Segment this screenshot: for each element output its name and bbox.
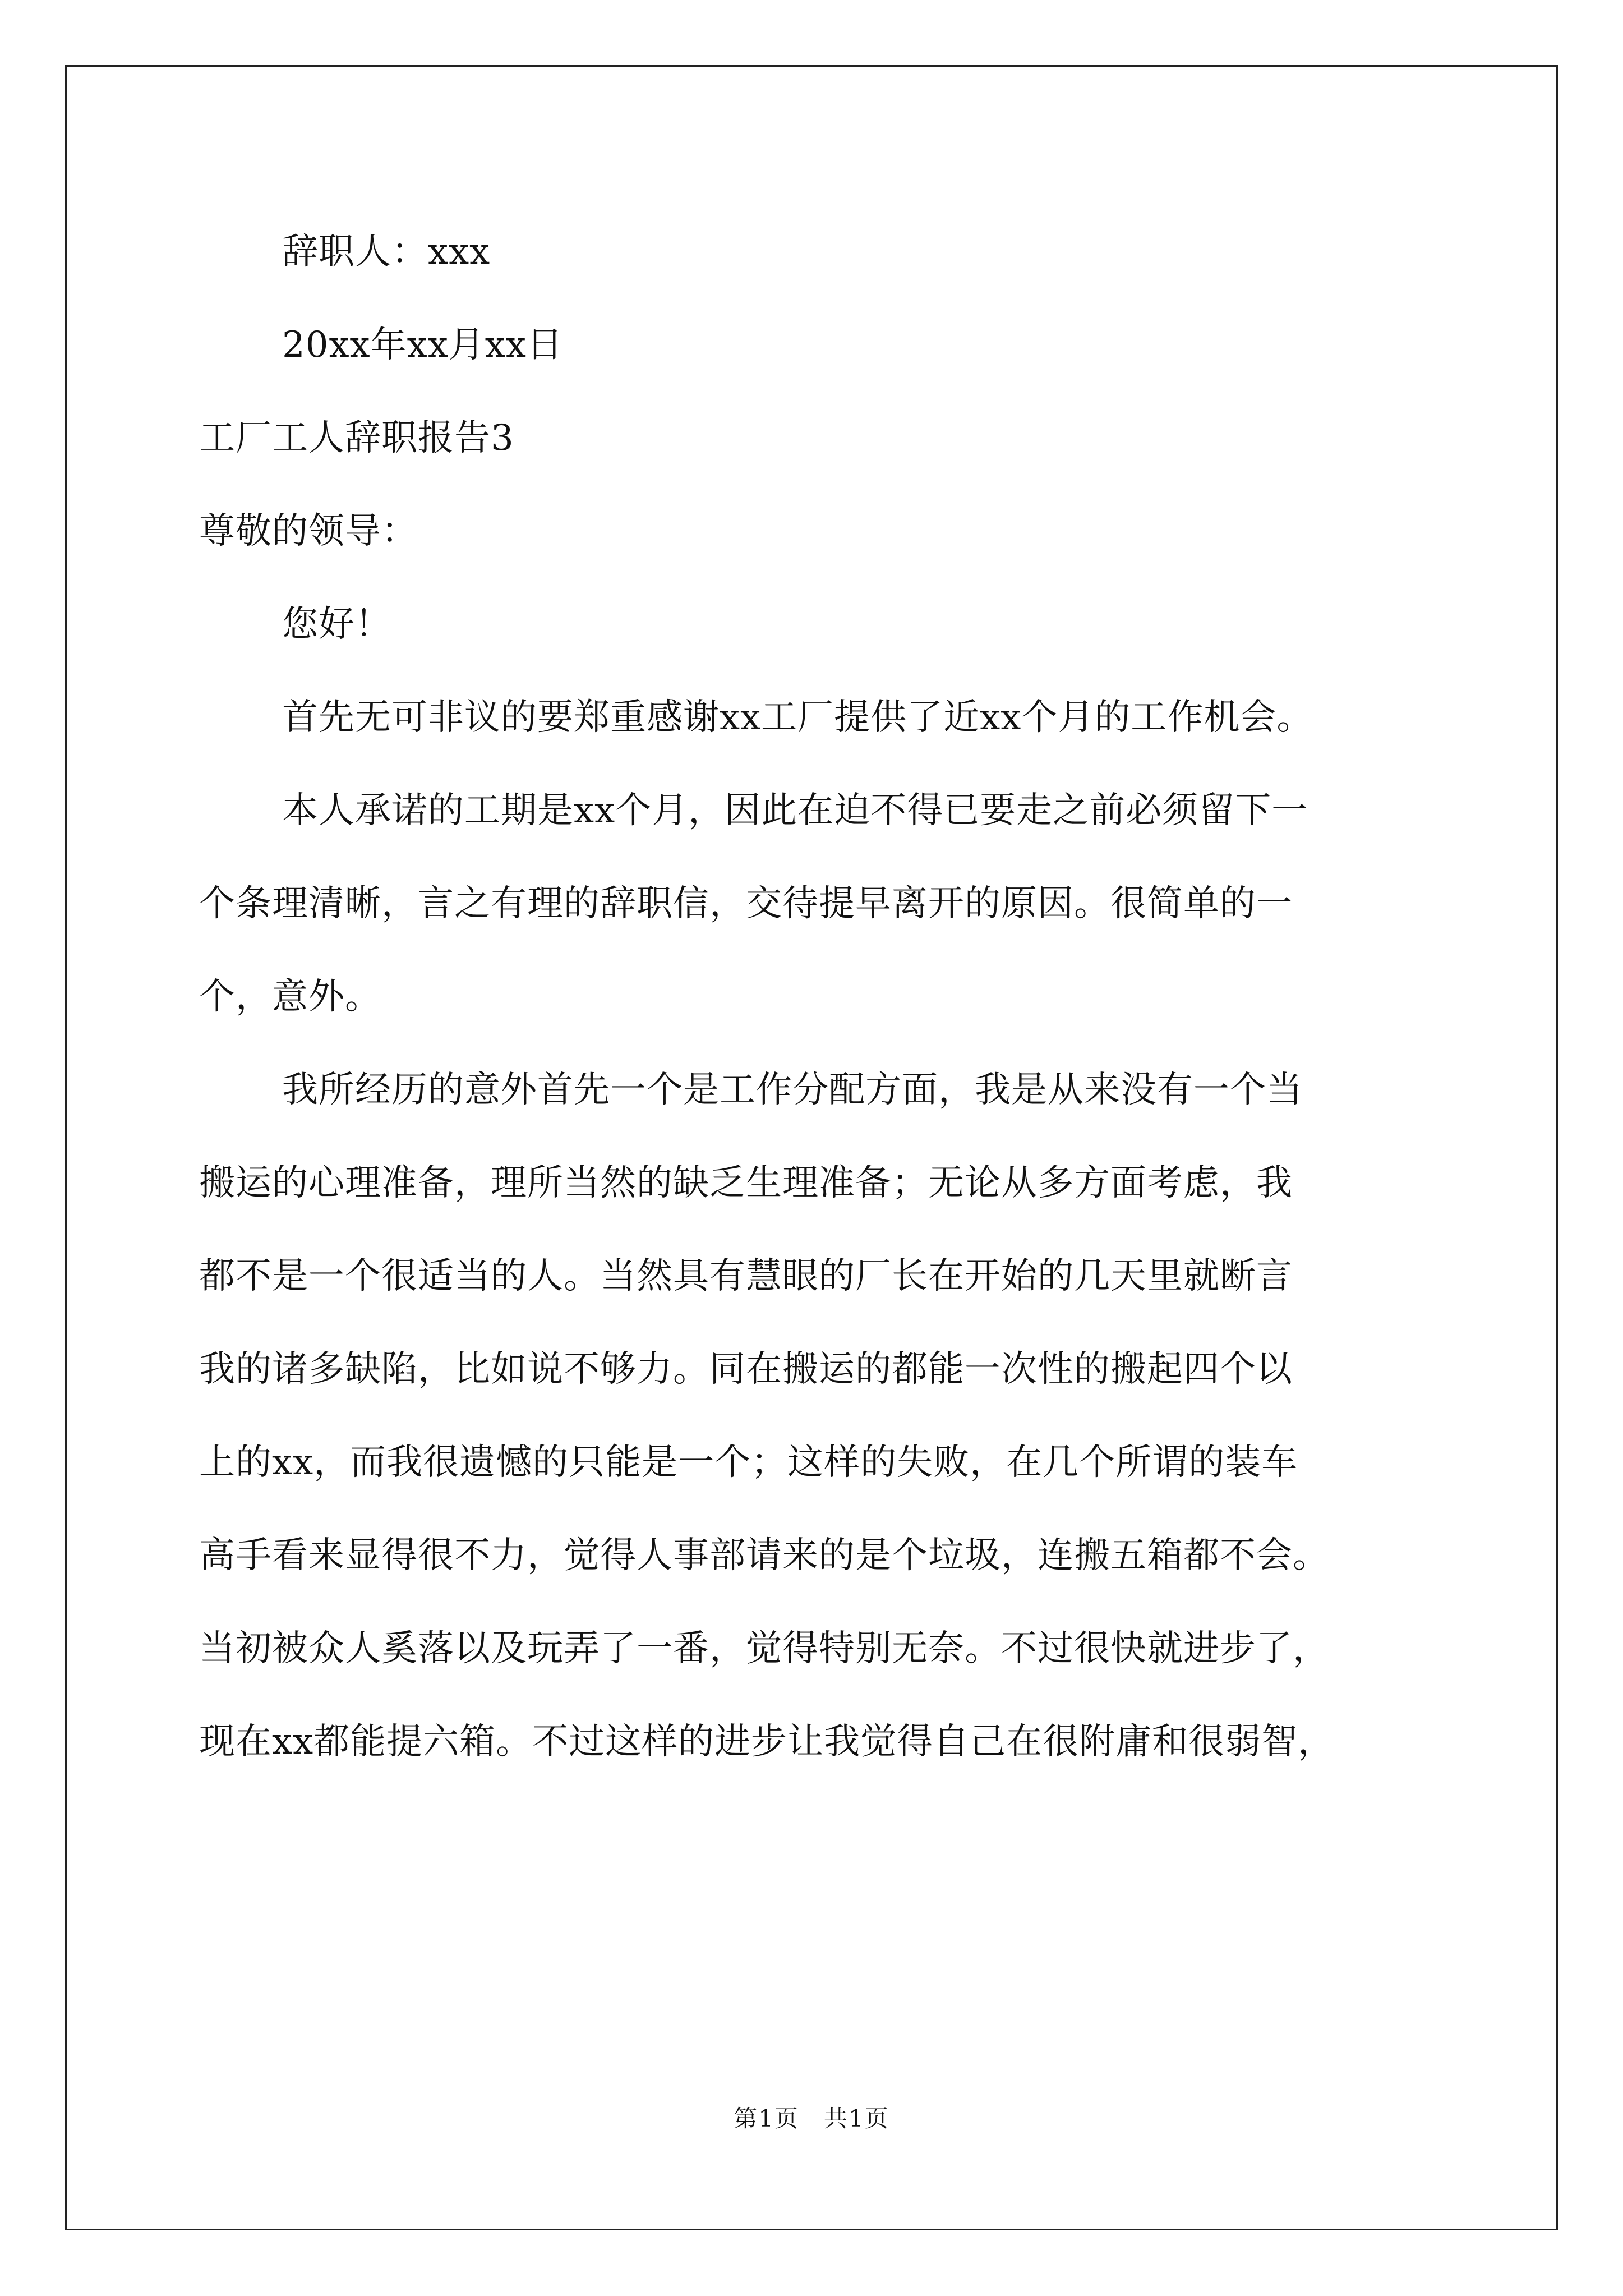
signature-line: 辞职人：xxx — [282, 231, 491, 273]
paragraph-line: 现在xx都能提六箱。不过这样的进步让我觉得自己在很附庸和很弱智， — [199, 1721, 1335, 1763]
date-line: 20xx年xx月xx日 — [282, 324, 563, 366]
salutation: 尊敬的领导： — [199, 510, 418, 552]
paragraph-line: 高手看来显得很不力，觉得人事部请来的是个垃圾，连搬五箱都不会。 — [199, 1535, 1329, 1576]
paragraph-line: 都不是一个很适当的人。当然具有慧眼的厂长在开始的几天里就断言 — [199, 1255, 1293, 1297]
paragraph-line: 个，意外。 — [199, 976, 381, 1018]
greeting: 您好！ — [282, 604, 391, 645]
page-number-footer: 第1页 共1页 — [734, 2105, 889, 2132]
paragraph-line: 我所经历的意外首先一个是工作分配方面，我是从来没有一个当 — [282, 1069, 1303, 1111]
section-title: 工厂工人辞职报告3 — [199, 417, 514, 459]
paragraph-line: 上的xx，而我很遗憾的只能是一个；这样的失败，在几个所谓的装车 — [199, 1442, 1298, 1483]
paragraph-line: 首先无可非议的要郑重感谢xx工厂提供了近xx个月的工作机会。 — [282, 697, 1313, 738]
paragraph-line: 搬运的心理准备，理所当然的缺乏生理准备；无论从多方面考虑，我 — [199, 1162, 1293, 1204]
paragraph-line: 当初被众人奚落以及玩弄了一番，觉得特别无奈。不过很快就进步了， — [199, 1628, 1329, 1669]
paragraph-line: 个条理清晰，言之有理的辞职信，交待提早离开的原因。很简单的一 — [199, 883, 1293, 924]
paragraph-line: 我的诸多缺陷，比如说不够力。同在搬运的都能一次性的搬起四个以 — [199, 1349, 1293, 1390]
page-border — [65, 65, 1558, 2230]
paragraph-line: 本人承诺的工期是xx个月，因此在迫不得已要走之前必须留下一 — [282, 790, 1308, 831]
